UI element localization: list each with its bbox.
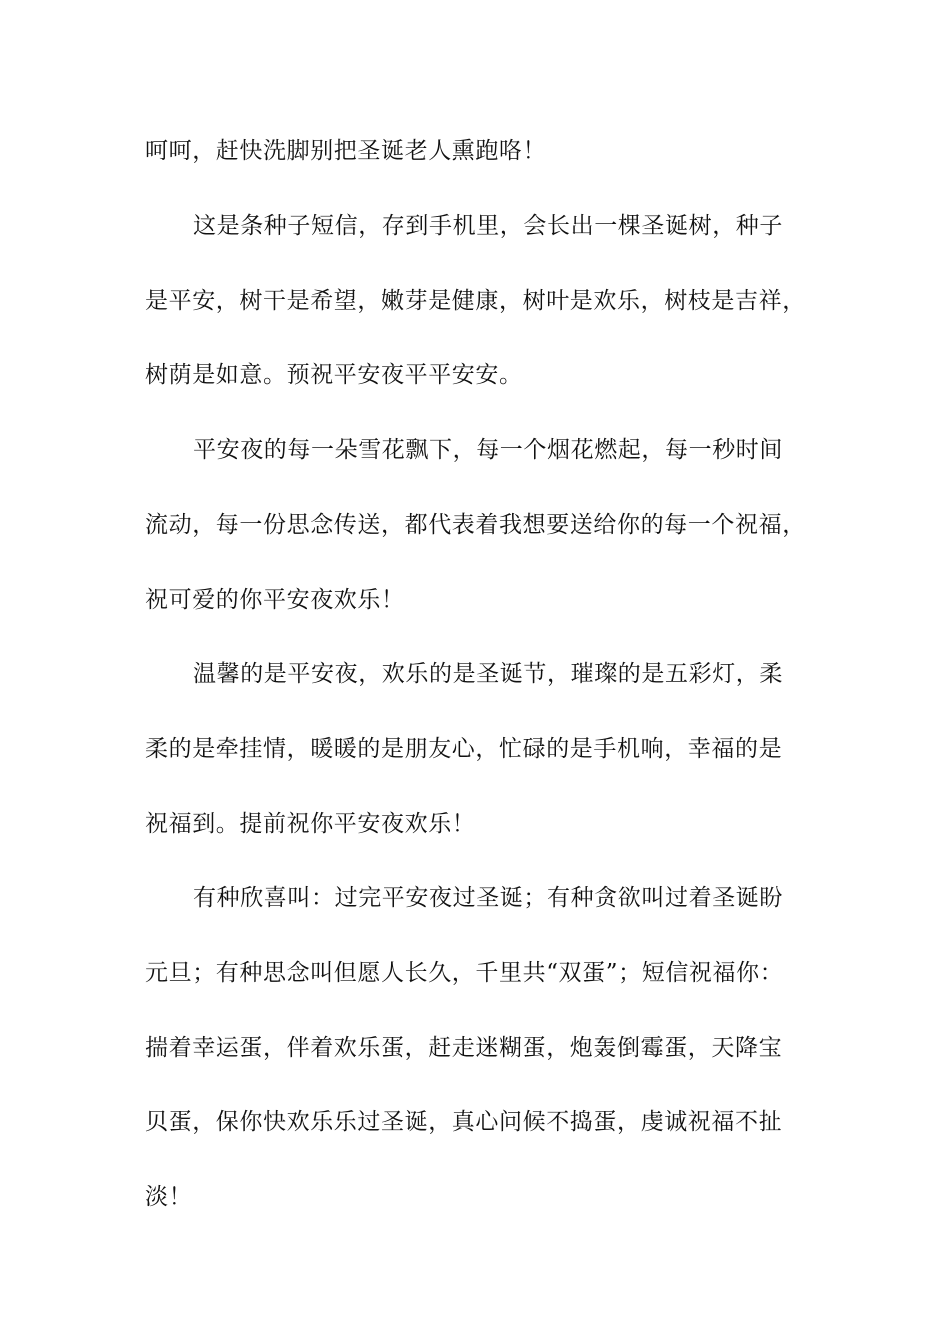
- text-line: 祝可爱的你平安夜欢乐！: [145, 587, 405, 613]
- text-line: 祝福到。提前祝你平安夜欢乐！: [145, 811, 476, 837]
- text-line: 树荫是如意。预祝平安夜平平安安。: [145, 362, 523, 388]
- text-line: 柔的是牵挂情，暖暖的是朋友心，忙碌的是手机响，幸福的是: [145, 736, 783, 762]
- text-line: 这是条种子短信，存到手机里，会长出一棵圣诞树，种子: [193, 213, 783, 239]
- text-line: 贝蛋，保你快欢乐乐过圣诞，真心问候不捣蛋，虔诚祝福不扯: [145, 1109, 783, 1135]
- text-line: 元旦；有种思念叫但愿人长久，千里共“双蛋”；短信祝福你：: [145, 960, 784, 986]
- text-line: 呵呵，赶快洗脚别把圣诞老人熏跑咯！: [145, 138, 547, 164]
- text-line: 淡！: [145, 1184, 193, 1210]
- text-line: 揣着幸运蛋，伴着欢乐蛋，赶走迷糊蛋，炮轰倒霉蛋，天降宝: [145, 1035, 783, 1061]
- text-line: 流动，每一份思念传送，都代表着我想要送给你的每一个祝福，: [145, 512, 806, 538]
- text-line: 是平安，树干是希望，嫩芽是健康，树叶是欢乐，树枝是吉祥，: [145, 288, 806, 314]
- text-line: 平安夜的每一朵雪花飘下，每一个烟花燃起，每一秒时间: [193, 437, 783, 463]
- text-line: 有种欣喜叫：过完平安夜过圣诞；有种贪欲叫过着圣诞盼: [193, 885, 783, 911]
- text-line: 温馨的是平安夜，欢乐的是圣诞节，璀璨的是五彩灯，柔: [193, 661, 783, 687]
